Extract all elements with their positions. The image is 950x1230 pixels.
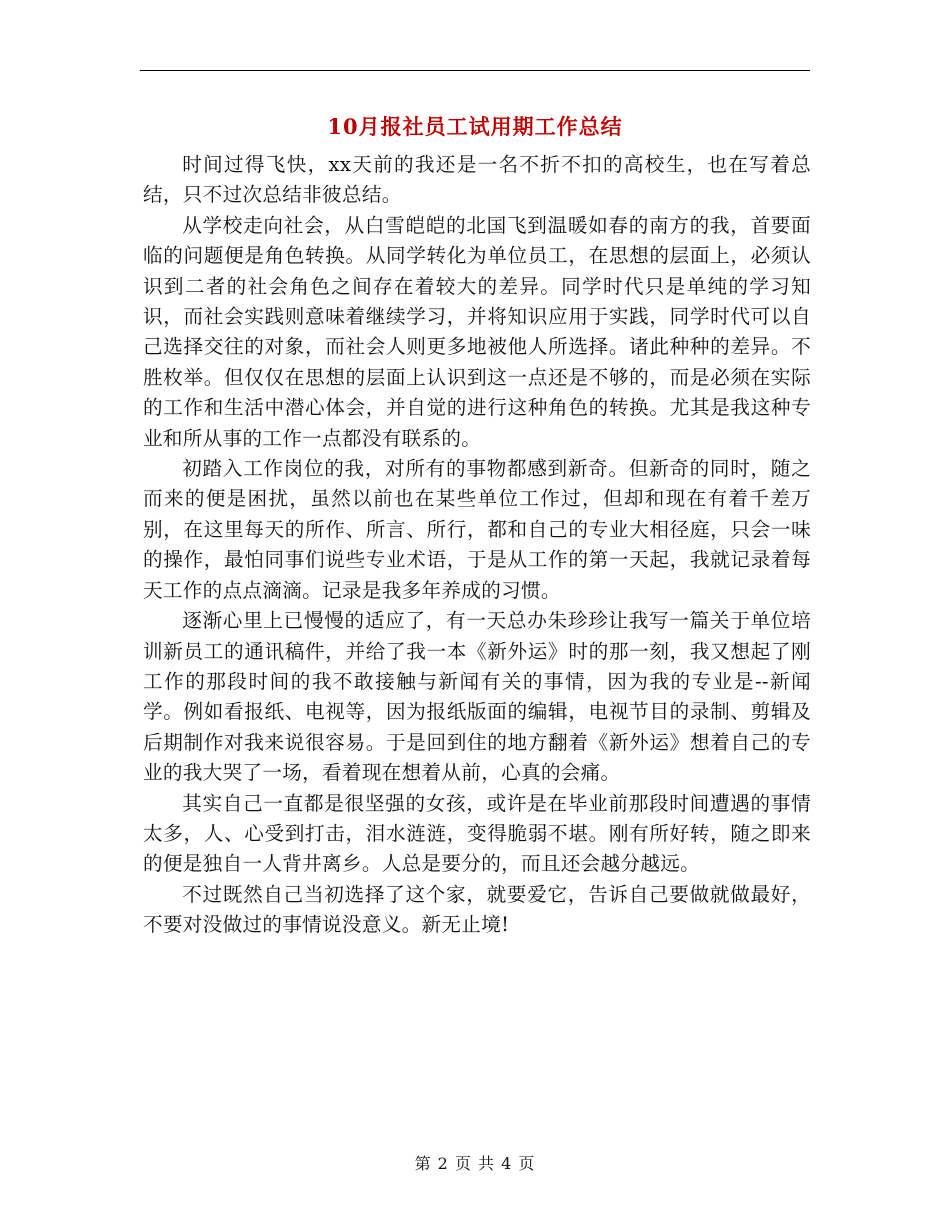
- document-body: [143, 150, 811, 941]
- paragraph-3: 初踏入工作岗位的我，对所有的事物都感到新奇。但新奇的同时，随之而来的便是困扰，虽然以前也在某些单位工作过，但却和现在有着千差万别，在这里每天的所作、所言、所行，都和自己的专业大相径庭，只会一味的操作，最怕同事们说些专业术语，于是从工作的第一天起，我就记录着每天工作的点点滴滴。记录是我多年养成的习惯。: [143, 457, 811, 602]
- paragraph-5: 其实自己一直都是很坚强的女孩，或许是在毕业前那段时间遭遇的事情太多，人、心受到打击，泪水涟涟，变得脆弱不堪。刚有所好转，随之即来的便是独自一人背井离乡。人总是要分的，而且还会越分越远。: [143, 791, 811, 876]
- paragraph-6: 不过既然自己当初选择了这个家，就要爱它，告诉自己要做就做最好，不要对没做过的事情说没意义。新无止境!: [143, 882, 811, 937]
- paragraph-1: 时间过得飞快，xx天前的我还是一名不折不扣的高校生，也在写着总结，只不过次总结非彼总结。: [143, 153, 811, 207]
- header-rule: [140, 70, 810, 71]
- document-title: 10月报社员工试用期工作总结: [327, 114, 623, 139]
- paragraph-2: 从学校走向社会，从白雪皑皑的北国飞到温暖如春的南方的我，首要面临的问题便是角色转换。从同学转化为单位员工，在思想的层面上，必须认识到二者的社会角色之间存在着较大的差异。同学时代只是单纯的学习知识，而社会实践则意味着继续学习，并将知识应用于实践，同学时代可以自己选择交往的对象，而社会人则更多地被他人所选择。诸此种种的差异。不胜枚举。但仅仅在思想的层面上认识到这一点还是不够的，而是必须在实际的工作和生活中潜心体会，并自觉的进行这种角色的转换。尤其是我这种专业和所从事的工作一点都没有联系的。: [143, 213, 811, 450]
- page-number-footer: 第 2 页 共 4 页: [414, 1154, 536, 1173]
- paragraph-4: 逐渐心里上已慢慢的适应了，有一天总办朱珍珍让我写一篇关于单位培训新员工的通讯稿件，并给了我一本《新外运》时的那一刻，我又想起了刚工作的那段时间的我不敢接触与新闻有关的事情，因为我的专业是--新闻学。例如看报纸、电视等，因为报纸版面的编辑，电视节目的录制、剪辑及后期制作对我来说很容易。于是回到住的地方翻着《新外运》想着自己的专业的我大哭了一场，看着现在想着从前，心真的会痛。: [143, 609, 811, 785]
